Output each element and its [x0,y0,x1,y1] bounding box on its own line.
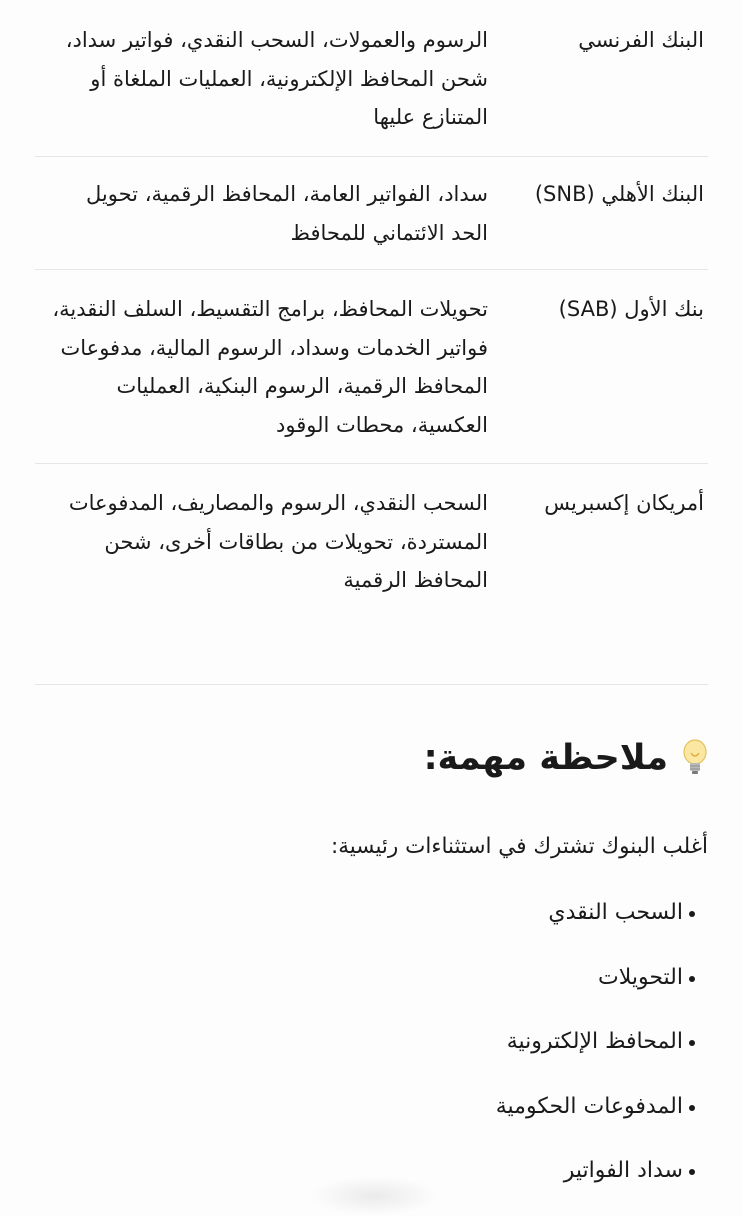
list-item-text: التحويلات [598,964,683,990]
list-item-text: المدفوعات الحكومية [495,1093,683,1119]
bank-name-cell: البنك الأهلي (SNB) [534,182,704,206]
bank-name-cell: أمريكان إكسبريس [544,491,704,515]
exceptions-cell: سداد، الفواتير العامة، المحافظ الرقمية، تحويل الحد الائتماني للمحافظ [86,182,488,245]
exceptions-cell: تحويلات المحافظ، برامج التقسيط، السلف النقدية، فواتير الخدمات وسداد، الرسوم المالية، مدفوعات المحافظ الرقمية، الرسوم البنكية، العمليات العكسية، محطات الوقود [52,297,488,437]
list-item [496,958,695,1023]
bullet-dot [689,1040,695,1046]
note-intro: أغلب البنوك تشترك في استثناءات رئيسية: [331,834,708,859]
note-heading [424,733,708,783]
bank-name-cell: بنك الأول (SAB) [558,297,704,321]
scroll-indicator [310,1176,440,1216]
exceptions-bullet-list [496,893,695,1216]
bullet-dot [689,1169,695,1175]
list-item-text: المحافظ الإلكترونية [506,1029,683,1054]
table-row [35,270,708,464]
bullet-dot [689,911,695,917]
exceptions-cell: الرسوم والعمولات، السحب النقدي، فواتير سداد، شحن المحافظ الإلكترونية، العمليات الملغاة أو المتنازع عليها [65,28,488,129]
lightbulb-icon [682,739,708,777]
list-item [496,1087,695,1152]
list-item-text: السحب النقدي [548,900,683,925]
list-item [496,1151,695,1216]
exceptions-cell: السحب النقدي، الرسوم والمصاريف، المدفوعات المستردة، تحويلات من بطاقات أخرى، شحن المحافظ الرقمية [68,491,488,592]
bank-name-cell: البنك الفرنسي [578,28,704,52]
table-row [35,464,708,604]
bullet-dot [689,1105,695,1111]
bank-exceptions-table [35,0,708,604]
section-divider [35,684,708,685]
list-item-text: سداد الفواتير [563,1158,683,1183]
table-row [35,157,708,270]
note-title: ملاحظة مهمة: [423,738,668,778]
list-item [496,1022,695,1087]
table-row [35,0,708,157]
bullet-dot [689,976,695,982]
list-item [496,893,695,958]
